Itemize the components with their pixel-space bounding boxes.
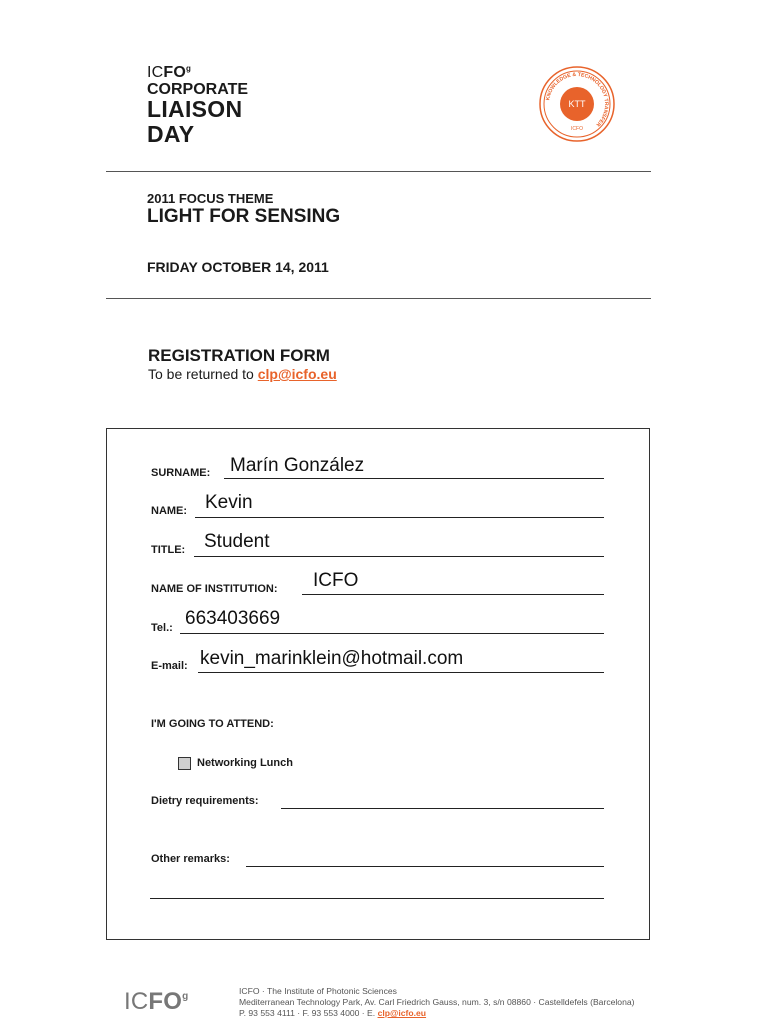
event-date: FRIDAY OCTOBER 14, 2011 [147,259,329,275]
tel-line [180,633,604,634]
focus-title: LIGHT FOR SENSING [147,206,341,227]
remarks-label: Other remarks: [151,853,230,865]
footer-line2: Mediterranean Technology Park, Av. Carl Friedrich Gauss, num. 3, s/n 08860 · Castelldefels (Barcelona) [239,997,635,1007]
networking-lunch-label: Networking Lunch [197,757,293,769]
remarks-field-line2[interactable] [150,898,604,899]
divider-top [106,171,651,172]
seal-bottom-text: ICFO [571,126,583,132]
name-field[interactable]: Kevin [205,492,253,513]
tel-label: Tel.: [151,622,173,634]
attend-label: I'M GOING TO ATTEND: [151,718,274,730]
registration-email-link[interactable]: clp@icfo.eu [257,366,337,382]
logo-mark: g [186,64,192,73]
title-line [194,556,604,557]
diet-field[interactable] [281,808,604,809]
title-label: TITLE: [151,544,186,556]
divider-middle [106,298,651,299]
footer-line3 [239,1008,635,1019]
diet-label: Dietry requirements: [151,795,259,807]
event-title-line2: LIAISON [147,96,243,122]
footer-logo-fo: FO [148,988,183,1015]
seal-ring-text: KNOWLEDGE & TECHNOLOGY TRANSFER [545,71,610,128]
institution-field[interactable]: ICFO [313,570,359,591]
footer-address [239,986,635,1019]
logo-fo: FO [163,64,187,81]
email-label: E-mail: [151,660,188,672]
seal-center-text: KTT [568,99,586,109]
registration-title: REGISTRATION FORM [148,346,330,365]
registration-subtitle [148,366,337,382]
remarks-field[interactable] [246,866,604,867]
email-field[interactable]: kevin_marinklein@hotmail.com [200,648,464,669]
surname-field[interactable]: Marín González [230,455,365,476]
institution-label: NAME OF INSTITUTION: [151,583,278,595]
footer-line1: ICFO · The Institute of Photonic Sciences [239,986,397,996]
institution-line [302,594,604,595]
networking-lunch-checkbox[interactable] [178,757,191,770]
footer-contact: P. 93 553 4111 · F. 93 553 4000 · E. [239,1008,378,1018]
event-title-line1: CORPORATE [147,81,249,98]
icfo-logo [147,64,191,82]
event-title-line3: DAY [147,121,195,147]
footer-logo-ic: IC [124,988,149,1015]
focus-label: 2011 FOCUS THEME [147,191,274,206]
footer-icfo-logo [124,988,188,1016]
surname-label: SURNAME: [151,467,211,479]
logo-ic: IC [147,64,164,81]
ktt-seal-logo [539,66,615,142]
footer-logo-mark: g [182,991,189,1002]
registration-subtitle-text: To be returned to [148,366,258,382]
footer-email-link[interactable]: clp@icfo.eu [377,1008,427,1018]
title-field[interactable]: Student [204,531,270,552]
email-line [198,672,604,673]
name-line [195,517,604,518]
tel-field[interactable]: 663403669 [185,608,281,629]
name-label: NAME: [151,505,188,517]
surname-line [224,478,604,479]
